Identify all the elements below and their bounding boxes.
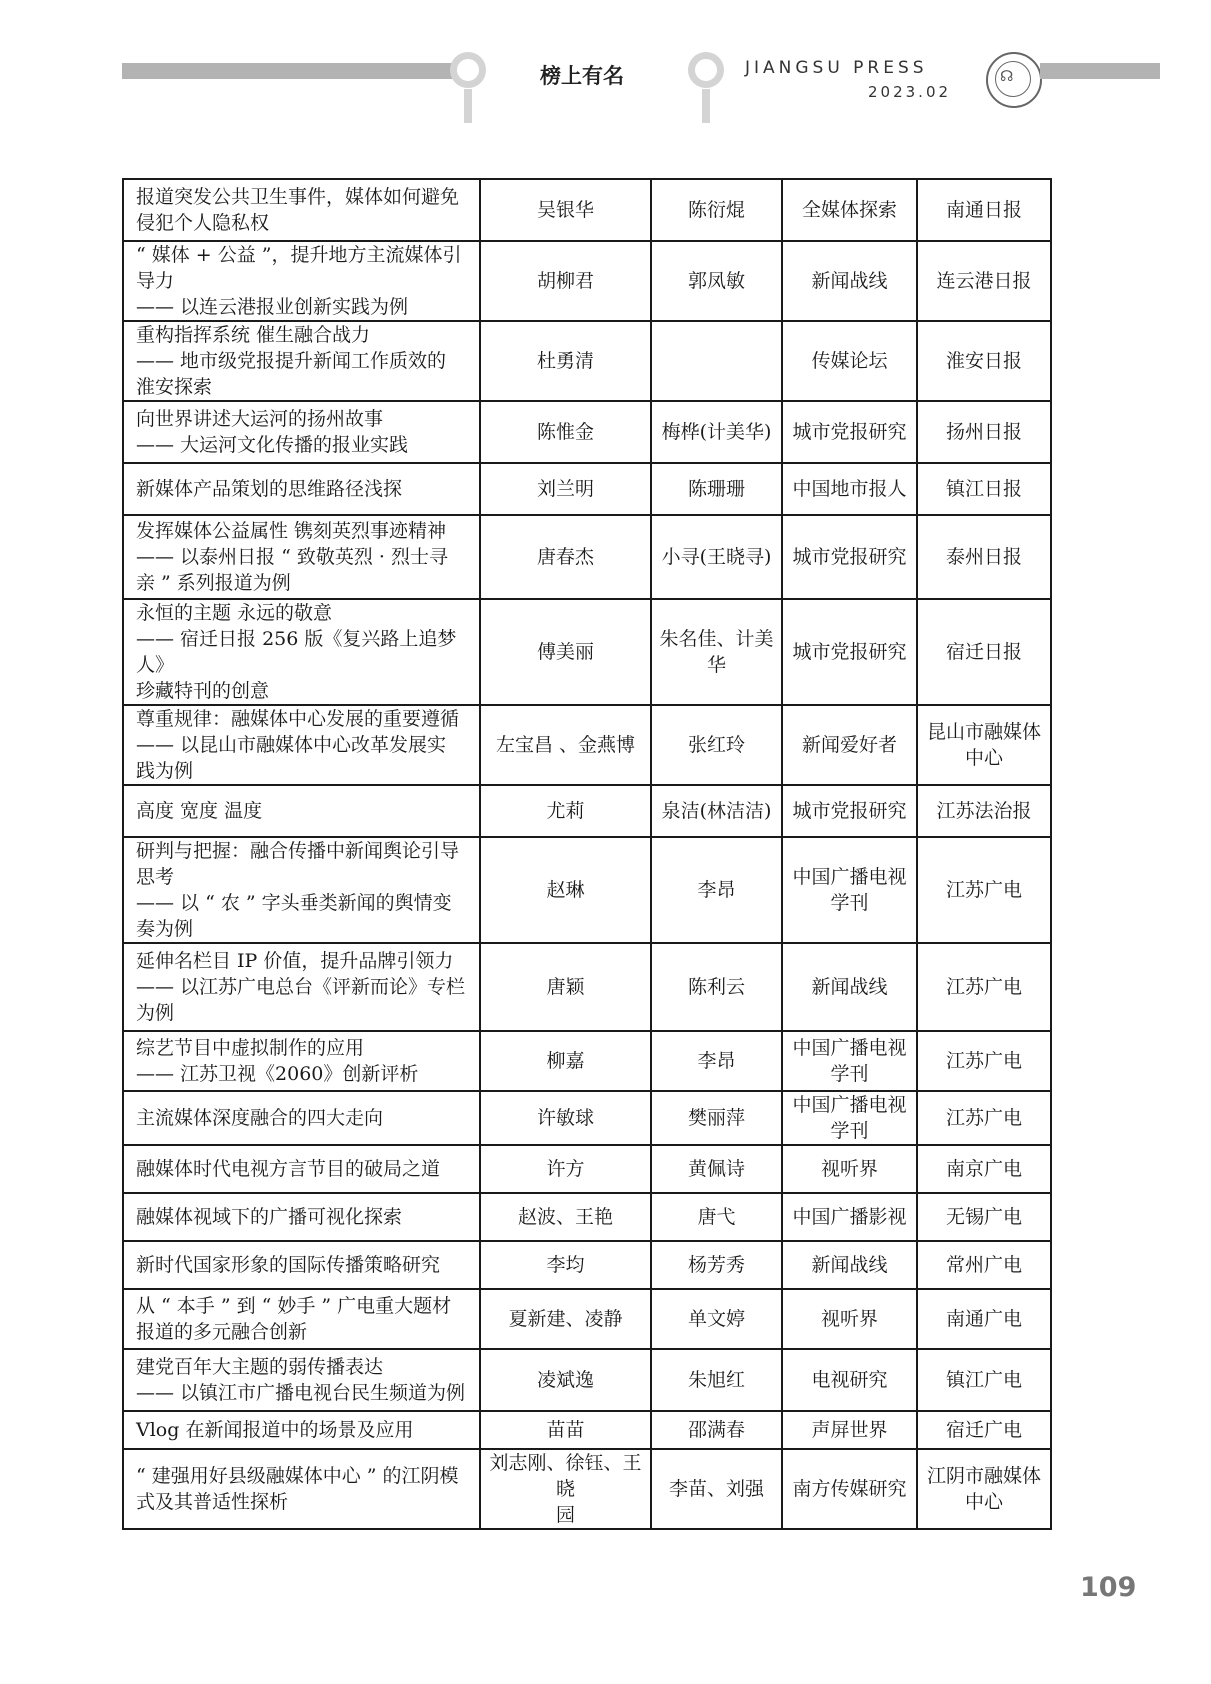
table-row — [123, 785, 1051, 837]
cell-line: —— 以泰州日报 “ 致敬英烈 · 烈士寻 — [136, 546, 448, 568]
cell-line: 胡柳君 — [536, 270, 594, 292]
cell-line: 柳嘉 — [546, 1050, 585, 1072]
cell-unit — [917, 515, 1051, 599]
cell-author — [480, 1241, 651, 1289]
cell-editor — [651, 241, 782, 321]
cell-line: 新闻战线 — [811, 270, 888, 292]
cell-unit — [917, 1289, 1051, 1349]
cell-line: 邵满春 — [687, 1419, 745, 1441]
cell-line: 樊丽萍 — [687, 1107, 745, 1129]
cell-line: 泉洁(林洁洁) — [661, 800, 772, 822]
cell-line: —— 以镇江市广播电视台民生频道为例 — [136, 1382, 466, 1404]
cell-unit — [917, 1193, 1051, 1241]
cell-line: 苗苗 — [546, 1419, 585, 1441]
cell-line: 新闻爱好者 — [801, 734, 897, 756]
cell-title — [123, 1145, 480, 1193]
cell-line: 主流媒体深度融合的四大走向 — [136, 1107, 384, 1129]
cell-line: 傅美丽 — [536, 641, 594, 663]
cell-line: 传媒论坛 — [811, 350, 888, 372]
cell-line: 报道的多元融合创新 — [136, 1321, 308, 1343]
page-header — [0, 0, 1211, 110]
cell-author — [480, 599, 651, 705]
cell-author — [480, 1411, 651, 1449]
cell-line: 唐颖 — [546, 976, 585, 998]
cell-publication — [782, 241, 917, 321]
section-title: 榜上有名 — [540, 64, 624, 88]
table-row — [123, 837, 1051, 943]
cell-line: 发挥媒体公益属性 镌刻英烈事迹精神 — [136, 520, 447, 542]
cell-editor — [651, 1091, 782, 1145]
cell-line: 新媒体产品策划的思维路径浅探 — [136, 478, 403, 500]
cell-editor — [651, 1193, 782, 1241]
table-row — [123, 179, 1051, 241]
cell-title — [123, 1449, 480, 1529]
cell-title — [123, 241, 480, 321]
cell-line: —— 以 “ 农 ” 字头垂类新闻的舆情变 — [136, 892, 452, 914]
cell-line: 刘志刚、徐钰、王晓 — [489, 1452, 642, 1500]
cell-unit — [917, 705, 1051, 785]
cell-title — [123, 1349, 480, 1411]
cell-publication — [782, 1031, 917, 1091]
table-row — [123, 1031, 1051, 1091]
cell-line: 凌斌逸 — [536, 1369, 594, 1391]
table-row — [123, 599, 1051, 705]
cell-line: 中国广播电视 — [792, 1037, 907, 1059]
cell-line: 杜勇清 — [536, 350, 594, 372]
cell-line: 新闻战线 — [811, 976, 888, 998]
cell-line: 朱名佳、计美 — [659, 628, 774, 650]
cell-line: —— 宿迁日报 256 版《复兴路上追梦人》 — [136, 628, 457, 676]
cell-title — [123, 515, 480, 599]
cell-line: 夏新建、凌静 — [508, 1308, 623, 1330]
cell-line: 中国广播影视 — [792, 1206, 907, 1228]
table-row — [123, 1411, 1051, 1449]
cell-line: “ 建强用好县级融媒体中心 ” 的江阴模 — [136, 1465, 459, 1487]
cell-author — [480, 241, 651, 321]
cell-line: 式及其普适性探析 — [136, 1491, 289, 1513]
cell-line: 江苏广电 — [945, 879, 1022, 901]
cell-line: “ 媒体 + 公益 ”，提升地方主流媒体引 — [136, 244, 462, 266]
cell-line: 左宝昌 、金燕博 — [495, 734, 636, 756]
cell-line: 全媒体探索 — [801, 199, 897, 221]
cell-publication — [782, 705, 917, 785]
cell-title — [123, 1241, 480, 1289]
table-row — [123, 1349, 1051, 1411]
cell-publication — [782, 401, 917, 463]
cell-line: 建党百年大主题的弱传播表达 — [136, 1356, 384, 1378]
cell-line: 中国广播电视 — [792, 1094, 907, 1116]
cell-line: 华 — [706, 654, 726, 676]
cell-title — [123, 1411, 480, 1449]
cell-line: 融媒体时代电视方言节目的破局之道 — [136, 1158, 441, 1180]
cell-line: 镇江日报 — [945, 478, 1022, 500]
cell-line: 南通广电 — [945, 1308, 1022, 1330]
pin-icon — [450, 52, 486, 88]
table-row — [123, 1241, 1051, 1289]
cell-line: 黄佩诗 — [687, 1158, 745, 1180]
awards-table — [122, 178, 1052, 1530]
cell-line: Vlog 在新闻报道中的场景及应用 — [136, 1419, 414, 1441]
cell-line: 融媒体视域下的广播可视化探索 — [136, 1206, 403, 1228]
table-row — [123, 321, 1051, 401]
cell-line: 郭凤敏 — [687, 270, 745, 292]
cell-editor — [651, 705, 782, 785]
cell-author — [480, 1193, 651, 1241]
cell-line: 重构指挥系统 催生融合战力 — [136, 324, 371, 346]
table-row — [123, 1289, 1051, 1349]
table-row — [123, 1449, 1051, 1529]
cell-unit — [917, 1031, 1051, 1091]
cell-unit — [917, 943, 1051, 1031]
cell-author — [480, 943, 651, 1031]
cell-line: 陈惟金 — [536, 421, 594, 443]
cell-line: 许敏球 — [536, 1107, 594, 1129]
association-seal-icon: ☊ — [986, 52, 1042, 108]
table-row — [123, 1193, 1051, 1241]
cell-unit — [917, 1145, 1051, 1193]
cell-line: 城市党报研究 — [792, 800, 907, 822]
cell-title — [123, 599, 480, 705]
cell-line: 新闻战线 — [811, 1254, 888, 1276]
cell-title — [123, 837, 480, 943]
cell-line: 李昂 — [697, 879, 736, 901]
cell-line: 连云港日报 — [936, 270, 1032, 292]
cell-editor — [651, 179, 782, 241]
cell-author — [480, 321, 651, 401]
table-row — [123, 463, 1051, 515]
cell-line: 声屏世界 — [811, 1419, 888, 1441]
cell-author — [480, 463, 651, 515]
cell-unit — [917, 599, 1051, 705]
cell-line: 无锡广电 — [945, 1206, 1022, 1228]
cell-line: 报道突发公共卫生事件，媒体如何避免 — [136, 186, 460, 208]
cell-line: 视听界 — [820, 1308, 878, 1330]
cell-line: 镇江广电 — [945, 1369, 1022, 1391]
cell-publication — [782, 837, 917, 943]
cell-line: 从 “ 本手 ” 到 “ 妙手 ” 广电重大题材 — [136, 1295, 452, 1317]
cell-editor — [651, 1289, 782, 1349]
cell-line: 赵琳 — [546, 879, 585, 901]
cell-line: 小寻(王晓寻) — [661, 546, 772, 568]
cell-line: 视听界 — [820, 1158, 878, 1180]
awards-table-body — [123, 179, 1051, 1529]
cell-editor — [651, 1349, 782, 1411]
cell-publication — [782, 785, 917, 837]
cell-line: 宿迁日报 — [945, 641, 1022, 663]
cell-line: 尊重规律：融媒体中心发展的重要遵循 — [136, 708, 460, 730]
cell-unit — [917, 241, 1051, 321]
table-row — [123, 1091, 1051, 1145]
cell-line: 李均 — [546, 1254, 585, 1276]
cell-unit — [917, 401, 1051, 463]
pin-icon — [688, 52, 724, 88]
cell-editor — [651, 785, 782, 837]
cell-line: 中国广播电视 — [792, 866, 907, 888]
cell-editor — [651, 321, 782, 401]
cell-line: 淮安日报 — [945, 350, 1022, 372]
cell-line: 中心 — [964, 747, 1003, 769]
cell-author — [480, 785, 651, 837]
cell-line: 电视研究 — [811, 1369, 888, 1391]
cell-line: 新时代国家形象的国际传播策略研究 — [136, 1254, 441, 1276]
cell-line: 为例 — [136, 1002, 175, 1024]
cell-line: 常州广电 — [945, 1254, 1022, 1276]
cell-editor — [651, 599, 782, 705]
cell-editor — [651, 1241, 782, 1289]
cell-editor — [651, 1449, 782, 1529]
cell-author — [480, 1031, 651, 1091]
cell-line: 昆山市融媒体 — [926, 721, 1041, 743]
cell-line: 陈衍焜 — [687, 199, 745, 221]
press-issue: 2023.02 — [868, 83, 952, 101]
cell-line: 城市党报研究 — [792, 421, 907, 443]
cell-line: 淮安探索 — [136, 376, 213, 398]
cell-line: 高度 宽度 温度 — [136, 800, 263, 822]
cell-title — [123, 705, 480, 785]
cell-line: 陈珊珊 — [687, 478, 745, 500]
cell-line: 奏为例 — [136, 918, 194, 940]
cell-editor — [651, 837, 782, 943]
cell-line: 城市党报研究 — [792, 641, 907, 663]
header-bar-right — [1040, 63, 1160, 79]
cell-author — [480, 1145, 651, 1193]
cell-line: 江阴市融媒体 — [926, 1465, 1041, 1487]
cell-unit — [917, 1091, 1051, 1145]
cell-author — [480, 1091, 651, 1145]
cell-line: 吴银华 — [536, 199, 594, 221]
cell-line: —— 以连云港报业创新实践为例 — [136, 296, 409, 318]
cell-title — [123, 179, 480, 241]
cell-editor — [651, 515, 782, 599]
table-row — [123, 241, 1051, 321]
cell-title — [123, 1031, 480, 1091]
cell-line: 研判与把握：融合传播中新闻舆论引导 — [136, 840, 460, 862]
cell-line: 朱旭红 — [687, 1369, 745, 1391]
cell-publication — [782, 1145, 917, 1193]
cell-publication — [782, 1349, 917, 1411]
cell-title — [123, 943, 480, 1031]
cell-line: 尤莉 — [546, 800, 585, 822]
cell-line: 综艺节目中虚拟制作的应用 — [136, 1037, 365, 1059]
cell-line: 南京广电 — [945, 1158, 1022, 1180]
cell-line: —— 江苏卫视《2060》创新评析 — [136, 1063, 419, 1085]
cell-unit — [917, 1241, 1051, 1289]
table-row — [123, 943, 1051, 1031]
cell-publication — [782, 943, 917, 1031]
cell-title — [123, 1193, 480, 1241]
cell-line: 陈利云 — [687, 976, 745, 998]
cell-title — [123, 321, 480, 401]
cell-unit — [917, 1349, 1051, 1411]
cell-unit — [917, 1449, 1051, 1529]
cell-unit — [917, 321, 1051, 401]
cell-author — [480, 1349, 651, 1411]
cell-unit — [917, 837, 1051, 943]
cell-line: 杨芳秀 — [687, 1254, 745, 1276]
cell-line: 思考 — [136, 866, 175, 888]
cell-line: 导力 — [136, 270, 175, 292]
cell-unit — [917, 1411, 1051, 1449]
cell-line: —— 以江苏广电总台《评新而论》专栏 — [136, 976, 466, 998]
cell-author — [480, 401, 651, 463]
cell-line: 向世界讲述大运河的扬州故事 — [136, 408, 384, 430]
table-row — [123, 705, 1051, 785]
cell-publication — [782, 515, 917, 599]
cell-publication — [782, 463, 917, 515]
cell-line: 江苏法治报 — [936, 800, 1032, 822]
cell-line: 唐春杰 — [536, 546, 594, 568]
cell-editor — [651, 1145, 782, 1193]
cell-line: 侵犯个人隐私权 — [136, 212, 270, 234]
cell-line: 李昂 — [697, 1050, 736, 1072]
cell-line: 梅桦(计美华) — [661, 421, 772, 443]
cell-publication — [782, 1241, 917, 1289]
header-bar-left — [122, 63, 462, 79]
cell-line: 单文婷 — [687, 1308, 745, 1330]
cell-line: 唐弋 — [697, 1206, 736, 1228]
cell-line: 南方传媒研究 — [792, 1478, 907, 1500]
cell-line: —— 以昆山市融媒体中心改革发展实 — [136, 734, 447, 756]
cell-author — [480, 1449, 651, 1529]
cell-line: 泰州日报 — [945, 546, 1022, 568]
cell-title — [123, 1289, 480, 1349]
cell-title — [123, 785, 480, 837]
cell-unit — [917, 463, 1051, 515]
cell-editor — [651, 943, 782, 1031]
cell-line: 践为例 — [136, 760, 194, 782]
cell-author — [480, 705, 651, 785]
cell-publication — [782, 1289, 917, 1349]
cell-author — [480, 1289, 651, 1349]
table-row — [123, 401, 1051, 463]
cell-line: 学刊 — [830, 1063, 869, 1085]
cell-author — [480, 179, 651, 241]
cell-line: 宿迁广电 — [945, 1419, 1022, 1441]
table-row — [123, 1145, 1051, 1193]
cell-line: 李苗、刘强 — [668, 1478, 764, 1500]
cell-line: 张红玲 — [687, 734, 745, 756]
cell-line: 江苏广电 — [945, 1107, 1022, 1129]
cell-editor — [651, 401, 782, 463]
cell-line: —— 地市级党报提升新闻工作质效的 — [136, 350, 447, 372]
cell-title — [123, 1091, 480, 1145]
table-row — [123, 515, 1051, 599]
cell-line: 赵波、王艳 — [517, 1206, 613, 1228]
cell-publication — [782, 1411, 917, 1449]
cell-line: 扬州日报 — [945, 421, 1022, 443]
cell-author — [480, 837, 651, 943]
cell-publication — [782, 321, 917, 401]
press-name: JIANGSU PRESS — [745, 58, 928, 78]
cell-editor — [651, 1411, 782, 1449]
cell-editor — [651, 463, 782, 515]
cell-line: 珍藏特刊的创意 — [136, 680, 270, 702]
cell-line: 永恒的主题 永远的敬意 — [136, 602, 333, 624]
cell-line: 中心 — [964, 1491, 1003, 1513]
cell-publication — [782, 1193, 917, 1241]
cell-line: 学刊 — [830, 1120, 869, 1142]
cell-author — [480, 515, 651, 599]
cell-line: 江苏广电 — [945, 1050, 1022, 1072]
cell-title — [123, 463, 480, 515]
cell-publication — [782, 179, 917, 241]
cell-title — [123, 401, 480, 463]
cell-line: 城市党报研究 — [792, 546, 907, 568]
cell-line: 亲 ” 系列报道为例 — [136, 572, 291, 594]
cell-unit — [917, 179, 1051, 241]
cell-line: 许方 — [546, 1158, 585, 1180]
cell-line: 园 — [555, 1504, 575, 1526]
cell-publication — [782, 1091, 917, 1145]
cell-editor — [651, 1031, 782, 1091]
cell-line: 南通日报 — [945, 199, 1022, 221]
cell-line: 学刊 — [830, 892, 869, 914]
cell-line: 江苏广电 — [945, 976, 1022, 998]
cell-line: 中国地市报人 — [792, 478, 907, 500]
cell-unit — [917, 785, 1051, 837]
cell-line: 刘兰明 — [536, 478, 594, 500]
page-number: 109 — [1080, 1572, 1137, 1603]
cell-line: 延伸名栏目 IP 价值，提升品牌引领力 — [136, 950, 454, 972]
cell-line: —— 大运河文化传播的报业实践 — [136, 434, 409, 456]
cell-publication — [782, 599, 917, 705]
cell-publication — [782, 1449, 917, 1529]
